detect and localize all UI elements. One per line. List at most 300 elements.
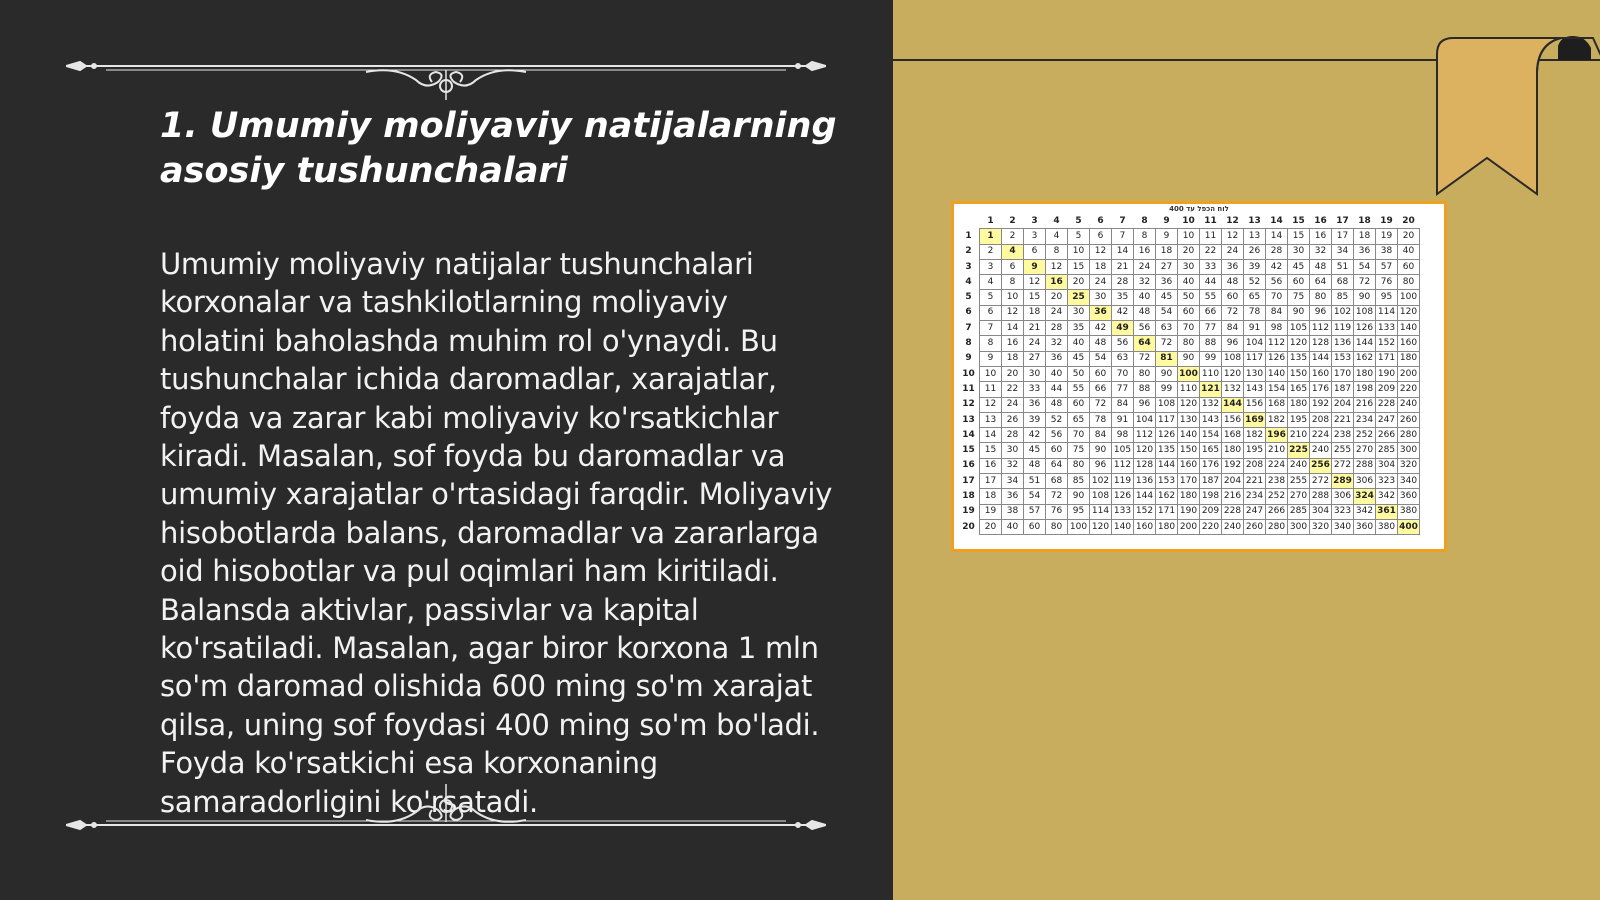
product-cell: 40: [1178, 275, 1200, 290]
product-cell: 221: [1332, 412, 1354, 427]
product-cell: 57: [1024, 504, 1046, 519]
product-cell: 56: [1134, 321, 1156, 336]
product-cell: 96: [1090, 458, 1112, 473]
product-cell: 12: [1090, 244, 1112, 259]
product-cell: 176: [1310, 382, 1332, 397]
product-cell: 35: [1112, 290, 1134, 305]
table-caption: לוח הכפל עד 400: [1169, 205, 1229, 213]
row-header: 9: [958, 351, 980, 366]
product-cell: 44: [1046, 382, 1068, 397]
product-cell: 228: [1376, 397, 1398, 412]
product-cell: 24: [1024, 336, 1046, 351]
product-cell: 168: [1222, 428, 1244, 443]
product-cell: 340: [1332, 519, 1354, 534]
product-cell: 15: [980, 443, 1002, 458]
product-cell: 266: [1266, 504, 1288, 519]
product-cell: 56: [1266, 275, 1288, 290]
product-cell: 156: [1244, 397, 1266, 412]
product-cell: 209: [1200, 504, 1222, 519]
bottom-ornament-icon: [66, 770, 826, 830]
product-cell: 76: [1376, 275, 1398, 290]
table-row: [958, 229, 1420, 244]
product-cell: 72: [1354, 275, 1376, 290]
product-cell: 108: [1222, 351, 1244, 366]
product-cell: 80: [1398, 275, 1420, 290]
square-cell: 169: [1244, 412, 1266, 427]
product-cell: 96: [1310, 305, 1332, 320]
product-cell: 8: [1134, 229, 1156, 244]
product-cell: 15: [1024, 290, 1046, 305]
product-cell: 40: [1068, 336, 1090, 351]
product-cell: 300: [1288, 519, 1310, 534]
row-header: 5: [958, 290, 980, 305]
product-cell: 108: [1156, 397, 1178, 412]
product-cell: 42: [1112, 305, 1134, 320]
product-cell: 64: [1310, 275, 1332, 290]
product-cell: 240: [1288, 458, 1310, 473]
product-cell: 260: [1244, 519, 1266, 534]
product-cell: 204: [1332, 397, 1354, 412]
row-header: 15: [958, 443, 980, 458]
product-cell: 35: [1068, 321, 1090, 336]
row-header: 3: [958, 259, 980, 274]
product-cell: 10: [1002, 290, 1024, 305]
product-cell: 40: [1398, 244, 1420, 259]
product-cell: 60: [1178, 305, 1200, 320]
product-cell: 77: [1112, 382, 1134, 397]
product-cell: 126: [1266, 351, 1288, 366]
product-cell: 17: [980, 474, 1002, 489]
product-cell: 240: [1222, 519, 1244, 534]
product-cell: 288: [1310, 489, 1332, 504]
product-cell: 270: [1288, 489, 1310, 504]
product-cell: 27: [1156, 259, 1178, 274]
product-cell: 60: [1222, 290, 1244, 305]
table-row: [958, 366, 1420, 381]
row-header: 4: [958, 275, 980, 290]
column-header: 18: [1354, 214, 1376, 229]
table-row: [958, 474, 1420, 489]
product-cell: 128: [1134, 458, 1156, 473]
row-header: 8: [958, 336, 980, 351]
product-cell: 162: [1354, 351, 1376, 366]
product-cell: 130: [1244, 366, 1266, 381]
product-cell: 132: [1222, 382, 1244, 397]
product-cell: 171: [1156, 504, 1178, 519]
product-cell: 85: [1068, 474, 1090, 489]
table-row: [958, 412, 1420, 427]
product-cell: 272: [1310, 474, 1332, 489]
product-cell: 216: [1222, 489, 1244, 504]
product-cell: 180: [1354, 366, 1376, 381]
table-row: [958, 443, 1420, 458]
product-cell: 8: [980, 336, 1002, 351]
product-cell: 48: [1024, 458, 1046, 473]
product-cell: 54: [1354, 259, 1376, 274]
product-cell: 187: [1332, 382, 1354, 397]
product-cell: 360: [1354, 519, 1376, 534]
product-cell: 240: [1310, 443, 1332, 458]
product-cell: 117: [1156, 412, 1178, 427]
square-cell: 144: [1222, 397, 1244, 412]
product-cell: 20: [1068, 275, 1090, 290]
product-cell: 135: [1288, 351, 1310, 366]
table-row: [958, 428, 1420, 443]
product-cell: 216: [1354, 397, 1376, 412]
product-cell: 300: [1398, 443, 1420, 458]
table-row: [958, 504, 1420, 519]
product-cell: 42: [1024, 428, 1046, 443]
product-cell: 11: [1200, 229, 1222, 244]
product-cell: 112: [1134, 428, 1156, 443]
product-cell: 28: [1112, 275, 1134, 290]
product-cell: 120: [1398, 305, 1420, 320]
product-cell: 120: [1222, 366, 1244, 381]
product-cell: 306: [1354, 474, 1376, 489]
product-cell: 180: [1398, 351, 1420, 366]
column-header: 10: [1178, 214, 1200, 229]
multiplication-table-image: [951, 201, 1447, 552]
product-cell: 30: [1288, 244, 1310, 259]
product-cell: 20: [980, 519, 1002, 534]
product-cell: 24: [1046, 305, 1068, 320]
square-cell: 361: [1376, 504, 1398, 519]
product-cell: 119: [1332, 321, 1354, 336]
product-cell: 52: [1244, 275, 1266, 290]
product-cell: 171: [1376, 351, 1398, 366]
product-cell: 39: [1024, 412, 1046, 427]
product-cell: 72: [1156, 336, 1178, 351]
product-cell: 30: [1024, 366, 1046, 381]
product-cell: 136: [1332, 336, 1354, 351]
product-cell: 80: [1134, 366, 1156, 381]
product-cell: 272: [1332, 458, 1354, 473]
product-cell: 66: [1200, 305, 1222, 320]
product-cell: 342: [1354, 504, 1376, 519]
product-cell: 60: [1288, 275, 1310, 290]
product-cell: 112: [1112, 458, 1134, 473]
product-cell: 13: [1244, 229, 1266, 244]
product-cell: 153: [1332, 351, 1354, 366]
product-cell: 238: [1332, 428, 1354, 443]
product-cell: 270: [1354, 443, 1376, 458]
product-cell: 234: [1244, 489, 1266, 504]
product-cell: 150: [1178, 443, 1200, 458]
column-header: 1: [980, 214, 1002, 229]
product-cell: 70: [1178, 321, 1200, 336]
product-cell: 12: [980, 397, 1002, 412]
product-cell: 18: [1354, 229, 1376, 244]
product-cell: 140: [1398, 321, 1420, 336]
product-cell: 126: [1112, 489, 1134, 504]
product-cell: 130: [1178, 412, 1200, 427]
product-cell: 91: [1112, 412, 1134, 427]
product-cell: 285: [1288, 504, 1310, 519]
product-cell: 195: [1244, 443, 1266, 458]
product-cell: 12: [1024, 275, 1046, 290]
product-cell: 17: [1332, 229, 1354, 244]
product-cell: 108: [1354, 305, 1376, 320]
product-cell: 102: [1090, 474, 1112, 489]
product-cell: 80: [1046, 519, 1068, 534]
product-cell: 120: [1288, 336, 1310, 351]
square-cell: 9: [1024, 259, 1046, 274]
product-cell: 28: [1046, 321, 1068, 336]
product-cell: 12: [1002, 305, 1024, 320]
square-cell: 100: [1178, 366, 1200, 381]
product-cell: 63: [1112, 351, 1134, 366]
product-cell: 39: [1244, 259, 1266, 274]
row-header: 16: [958, 458, 980, 473]
row-header: 7: [958, 321, 980, 336]
product-cell: 99: [1200, 351, 1222, 366]
product-cell: 45: [1068, 351, 1090, 366]
product-cell: 280: [1398, 428, 1420, 443]
product-cell: 84: [1222, 321, 1244, 336]
product-cell: 182: [1266, 412, 1288, 427]
product-cell: 14: [980, 428, 1002, 443]
product-cell: 153: [1156, 474, 1178, 489]
column-header: 11: [1200, 214, 1222, 229]
product-cell: 3: [1024, 229, 1046, 244]
square-cell: 324: [1354, 489, 1376, 504]
product-cell: 120: [1090, 519, 1112, 534]
product-cell: 100: [1068, 519, 1090, 534]
product-cell: 36: [1002, 489, 1024, 504]
product-cell: 12: [1046, 259, 1068, 274]
product-cell: 60: [1398, 259, 1420, 274]
row-header: 20: [958, 519, 980, 534]
column-header: 6: [1090, 214, 1112, 229]
column-header: 13: [1244, 214, 1266, 229]
table-row: [958, 489, 1420, 504]
product-cell: 56: [1046, 428, 1068, 443]
product-cell: 85: [1332, 290, 1354, 305]
product-cell: 247: [1244, 504, 1266, 519]
product-cell: 76: [1046, 504, 1068, 519]
product-cell: 10: [1178, 229, 1200, 244]
product-cell: 24: [1222, 244, 1244, 259]
product-cell: 21: [1024, 321, 1046, 336]
product-cell: 50: [1178, 290, 1200, 305]
product-cell: 70: [1266, 290, 1288, 305]
product-cell: 36: [1024, 397, 1046, 412]
product-cell: 165: [1288, 382, 1310, 397]
product-cell: 6: [1024, 244, 1046, 259]
product-cell: 72: [1222, 305, 1244, 320]
product-cell: 64: [1046, 458, 1068, 473]
product-cell: 72: [1134, 351, 1156, 366]
product-cell: 60: [1046, 443, 1068, 458]
square-cell: 400: [1398, 519, 1420, 534]
product-cell: 26: [1244, 244, 1266, 259]
row-header: 1: [958, 229, 980, 244]
column-header: 5: [1068, 214, 1090, 229]
column-header: 7: [1112, 214, 1134, 229]
product-cell: 252: [1266, 489, 1288, 504]
product-cell: 114: [1090, 504, 1112, 519]
product-cell: 168: [1266, 397, 1288, 412]
product-cell: 210: [1266, 443, 1288, 458]
product-cell: 32: [1002, 458, 1024, 473]
product-cell: 11: [980, 382, 1002, 397]
product-cell: 65: [1068, 412, 1090, 427]
column-header: 9: [1156, 214, 1178, 229]
product-cell: 72: [1046, 489, 1068, 504]
product-cell: 224: [1310, 428, 1332, 443]
product-cell: 33: [1200, 259, 1222, 274]
product-cell: 48: [1134, 305, 1156, 320]
product-cell: 68: [1046, 474, 1068, 489]
product-cell: 340: [1398, 474, 1420, 489]
square-cell: 289: [1332, 474, 1354, 489]
column-header: 12: [1222, 214, 1244, 229]
product-cell: 40: [1134, 290, 1156, 305]
product-cell: 80: [1068, 458, 1090, 473]
product-cell: 45: [1156, 290, 1178, 305]
product-cell: 192: [1310, 397, 1332, 412]
product-cell: 8: [1046, 244, 1068, 259]
product-cell: 70: [1068, 428, 1090, 443]
table-row: [958, 305, 1420, 320]
product-cell: 99: [1156, 382, 1178, 397]
bookmark-ribbon-icon: [1433, 34, 1600, 199]
product-cell: 38: [1376, 244, 1398, 259]
product-cell: 110: [1178, 382, 1200, 397]
slide-title: 1. Umumiy moliyaviy natijalarning asosiy tushunchalari: [160, 106, 837, 191]
product-cell: 160: [1178, 458, 1200, 473]
product-cell: 3: [980, 259, 1002, 274]
product-cell: 54: [1090, 351, 1112, 366]
product-cell: 38: [1002, 504, 1024, 519]
product-cell: 114: [1376, 305, 1398, 320]
product-cell: 6: [1002, 259, 1024, 274]
product-cell: 150: [1288, 366, 1310, 381]
product-cell: 209: [1376, 382, 1398, 397]
product-cell: 24: [1134, 259, 1156, 274]
product-cell: 19: [1376, 229, 1398, 244]
product-cell: 51: [1332, 259, 1354, 274]
product-cell: 110: [1200, 366, 1222, 381]
product-cell: 22: [1002, 382, 1024, 397]
product-cell: 132: [1200, 397, 1222, 412]
product-cell: 228: [1222, 504, 1244, 519]
product-cell: 210: [1288, 428, 1310, 443]
product-cell: 26: [1002, 412, 1024, 427]
product-cell: 32: [1046, 336, 1068, 351]
product-cell: 45: [1024, 443, 1046, 458]
product-cell: 68: [1332, 275, 1354, 290]
product-cell: 182: [1244, 428, 1266, 443]
product-cell: 24: [1090, 275, 1112, 290]
product-cell: 304: [1376, 458, 1398, 473]
product-cell: 6: [980, 305, 1002, 320]
product-cell: 187: [1200, 474, 1222, 489]
product-cell: 24: [1002, 397, 1024, 412]
product-cell: 54: [1024, 489, 1046, 504]
product-cell: 16: [1002, 336, 1024, 351]
product-cell: 342: [1376, 489, 1398, 504]
product-cell: 285: [1376, 443, 1398, 458]
product-cell: 8: [1002, 275, 1024, 290]
product-cell: 323: [1376, 474, 1398, 489]
square-cell: 196: [1266, 428, 1288, 443]
product-cell: 60: [1068, 397, 1090, 412]
product-cell: 220: [1200, 519, 1222, 534]
product-cell: 112: [1266, 336, 1288, 351]
table-row: [958, 244, 1420, 259]
product-cell: 51: [1024, 474, 1046, 489]
product-cell: 14: [1112, 244, 1134, 259]
product-cell: 33: [1024, 382, 1046, 397]
product-cell: 180: [1222, 443, 1244, 458]
product-cell: 133: [1112, 504, 1134, 519]
product-cell: 70: [1112, 366, 1134, 381]
product-cell: 77: [1200, 321, 1222, 336]
product-cell: 255: [1332, 443, 1354, 458]
product-cell: 200: [1398, 366, 1420, 381]
product-cell: 98: [1266, 321, 1288, 336]
column-header: 16: [1310, 214, 1332, 229]
product-cell: 12: [1222, 229, 1244, 244]
product-cell: 18: [1090, 259, 1112, 274]
product-cell: 34: [1002, 474, 1024, 489]
product-cell: 112: [1310, 321, 1332, 336]
product-cell: 247: [1376, 412, 1398, 427]
column-header: 8: [1134, 214, 1156, 229]
product-cell: 104: [1244, 336, 1266, 351]
product-cell: 323: [1332, 504, 1354, 519]
top-ornament-icon: [66, 40, 826, 100]
product-cell: 108: [1090, 489, 1112, 504]
product-cell: 30: [1002, 443, 1024, 458]
product-cell: 152: [1134, 504, 1156, 519]
product-cell: 66: [1090, 382, 1112, 397]
product-cell: 126: [1156, 428, 1178, 443]
product-cell: 320: [1398, 458, 1420, 473]
table-row: [958, 382, 1420, 397]
product-cell: 15: [1068, 259, 1090, 274]
product-cell: 48: [1310, 259, 1332, 274]
product-cell: 140: [1178, 428, 1200, 443]
product-cell: 170: [1178, 474, 1200, 489]
row-header: 19: [958, 504, 980, 519]
product-cell: 42: [1266, 259, 1288, 274]
product-cell: 105: [1288, 321, 1310, 336]
product-cell: 90: [1178, 351, 1200, 366]
product-cell: 44: [1200, 275, 1222, 290]
product-cell: 117: [1244, 351, 1266, 366]
table-row: [958, 321, 1420, 336]
product-cell: 96: [1222, 336, 1244, 351]
product-cell: 50: [1068, 366, 1090, 381]
product-cell: 2: [980, 244, 1002, 259]
product-cell: 78: [1090, 412, 1112, 427]
product-cell: 288: [1354, 458, 1376, 473]
product-cell: 16: [1134, 244, 1156, 259]
product-cell: 90: [1068, 489, 1090, 504]
product-cell: 18: [980, 489, 1002, 504]
product-cell: 198: [1200, 489, 1222, 504]
product-cell: 2: [1002, 229, 1024, 244]
square-cell: 4: [1002, 244, 1024, 259]
product-cell: 98: [1112, 428, 1134, 443]
product-cell: 9: [980, 351, 1002, 366]
product-cell: 88: [1134, 382, 1156, 397]
product-cell: 55: [1068, 382, 1090, 397]
product-cell: 84: [1112, 397, 1134, 412]
product-cell: 21: [1112, 259, 1134, 274]
